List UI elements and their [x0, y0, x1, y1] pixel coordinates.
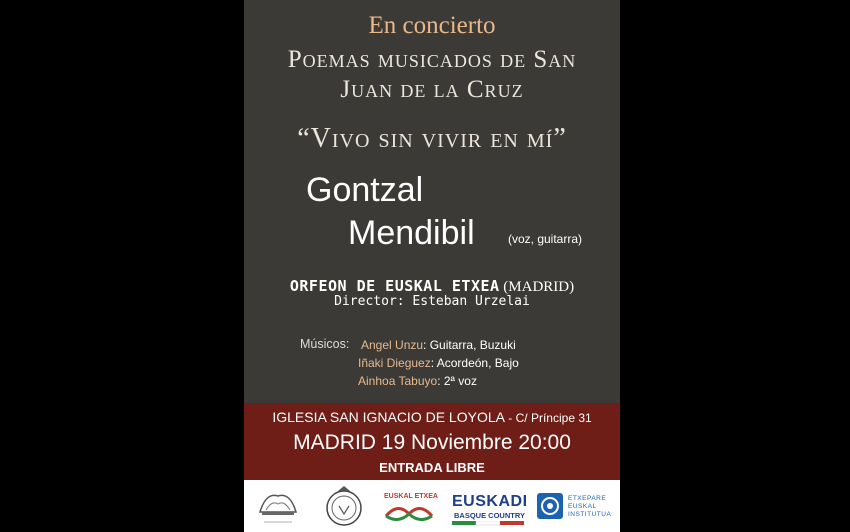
- musician-name: Iñaki Dieguez: [358, 356, 431, 370]
- orfeon-logo: [252, 484, 304, 528]
- musician-item: [358, 374, 477, 388]
- etxepare-logo: [536, 484, 616, 528]
- event-date: MADRID 19 Noviembre 20:00: [293, 431, 571, 454]
- poster-subtitle: “Vivo sin vivir en mí”: [297, 123, 567, 154]
- euskadi-logo-subtext: BASQUE COUNTRY: [454, 511, 525, 520]
- musician-item: [361, 338, 516, 352]
- musician-item: [358, 356, 519, 370]
- concert-poster: [244, 0, 620, 532]
- performer-last-name: Mendibil: [348, 214, 475, 252]
- choir-city: (MADRID): [499, 279, 575, 295]
- poster-main-panel: [244, 0, 620, 403]
- poster-heading: En concierto: [368, 12, 496, 39]
- performer-role: (voz, guitarra): [508, 232, 583, 246]
- musician-role: : 2ª voz: [437, 374, 477, 388]
- etxea-logo-text: EUSKAL ETXEA: [384, 493, 438, 500]
- etxepare-logo-line3: INSTITUTUA: [568, 511, 612, 518]
- musicians-label: Músicos:: [300, 337, 350, 351]
- poster-title-line1: Poemas musicados de San: [287, 46, 577, 73]
- euskal-etxea-logo: [378, 484, 440, 528]
- poster-title-line2: Juan de la Cruz: [340, 76, 524, 103]
- entry-info: ENTRADA LIBRE: [379, 460, 485, 475]
- seal-logo: [324, 484, 364, 528]
- venue-name: IGLESIA SAN IGNACIO DE LOYOLA: [272, 409, 505, 425]
- venue-street: - C/ Príncipe 31: [504, 411, 592, 425]
- venue-bar: [244, 403, 620, 480]
- musician-role: : Guitarra, Buzuki: [423, 338, 516, 352]
- choir-name: ORFEON DE EUSKAL ETXEA: [289, 277, 500, 295]
- euskadi-logo-text: EUSKADI: [452, 493, 528, 510]
- etxepare-logo-line2: EUSKAL: [568, 503, 597, 510]
- musician-name: Angel Unzu: [361, 338, 424, 352]
- musician-name: Ainhoa Tabuyo: [358, 374, 438, 388]
- venue-line: [244, 409, 620, 425]
- etxepare-logo-line1: ETXEPARE: [568, 495, 607, 502]
- director-line: Director: Esteban Urzelai: [334, 294, 530, 309]
- euskadi-logo: [450, 484, 526, 528]
- musician-role: : Acordeón, Bajo: [430, 356, 519, 370]
- performer-first-name: Gontzal: [306, 171, 424, 209]
